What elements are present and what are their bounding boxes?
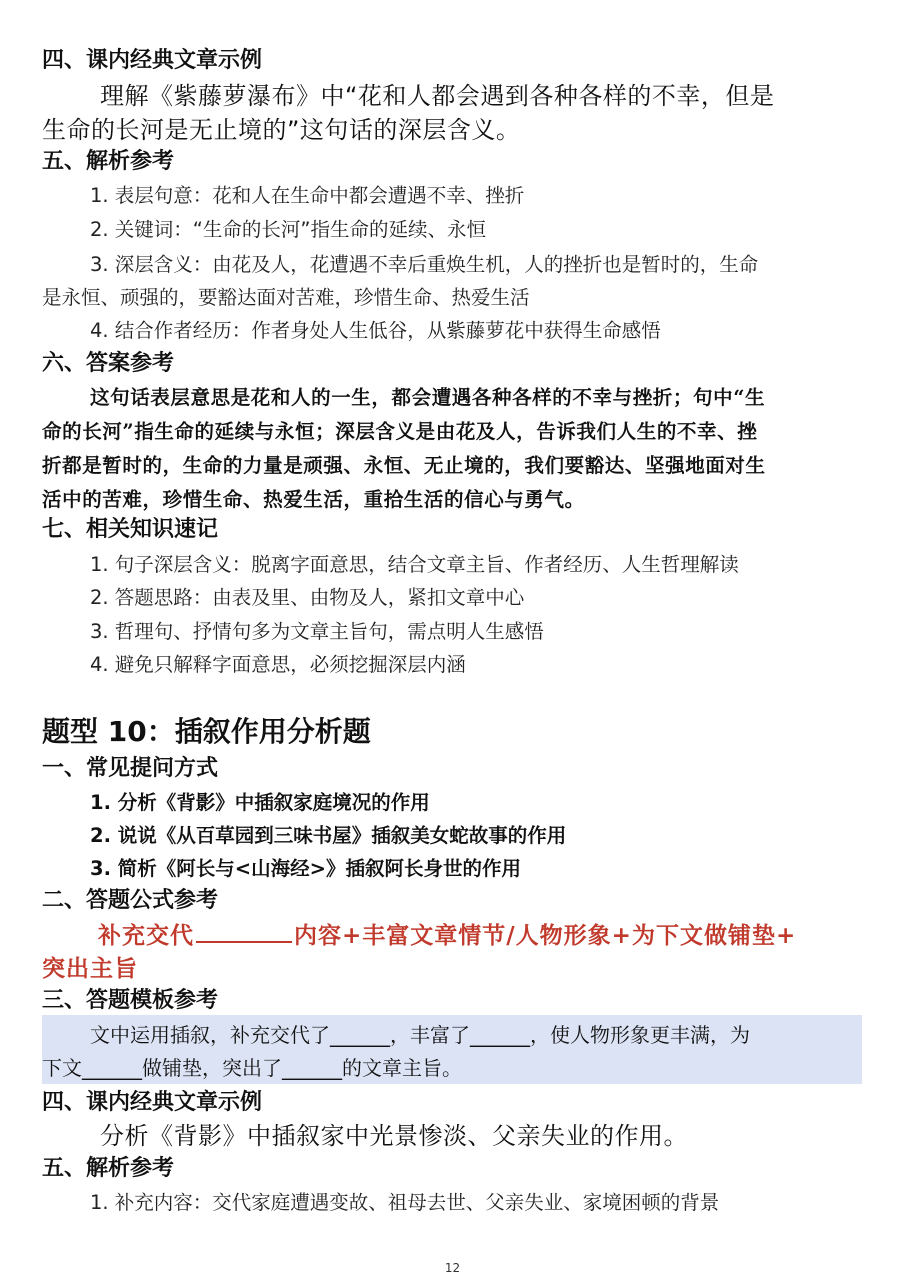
q10-example-question: 分析《背影》中插叙家中光景惨淡、父亲失业的作用。 <box>100 1122 688 1150</box>
question-item: 2. 说说《从百草园到三味书屋》插叙美女蛇故事的作用 <box>90 824 567 847</box>
q10-section-4-heading: 四、课内经典文章示例 <box>42 1090 263 1115</box>
knowledge-item: 2. 答题思路：由表及里、由物及人，紧扣文章中心 <box>90 586 525 609</box>
q10-analysis-item: 1. 补充内容：交代家庭遭遇变故、祖母去世、父亲失业、家境困顿的背景 <box>90 1191 720 1214</box>
analysis-item: 4. 结合作者经历：作者身处人生低谷，从紫藤萝花中获得生命感悟 <box>90 319 661 342</box>
formula-blank <box>196 921 292 943</box>
question-item: 1. 分析《背影》中插叙家庭境况的作用 <box>90 791 430 814</box>
q10-section-3-heading: 三、答题模板参考 <box>42 988 219 1013</box>
formula-part-b: 内容+丰富文章情节/人物形象+为下文做铺垫+ <box>294 922 797 949</box>
template-line-1: 文中运用插叙，补充交代了______，丰富了______，使人物形象更丰满，为 <box>90 1023 750 1047</box>
answer-line: 命的长河”指生命的延续与永恒；深层含义是由花及人，告诉我们人生的不幸、挫 <box>42 420 758 443</box>
q10-section-1-heading: 一、常见提问方式 <box>42 756 219 781</box>
question-line-2: 生命的长河是无止境的”这句话的深层含义。 <box>42 116 521 144</box>
answer-formula-line-1 <box>98 920 796 952</box>
analysis-item-continued: 是永恒、顽强的，要豁达面对苦难，珍惜生命、热爱生活 <box>42 286 530 309</box>
answer-line: 活中的苦难，珍惜生命、热爱生活，重拾生活的信心与勇气。 <box>42 488 585 511</box>
knowledge-item: 3. 哲理句、抒情句多为文章主旨句，需点明人生感悟 <box>90 620 544 643</box>
section-5-heading: 五、解析参考 <box>42 149 175 174</box>
question-type-10-title: 题型 10：插叙作用分析题 <box>42 715 371 748</box>
answer-line: 折都是暂时的，生命的力量是顽强、永恒、无止境的，我们要豁达、坚强地面对生 <box>42 454 766 477</box>
knowledge-item: 1. 句子深层含义：脱离字面意思，结合文章主旨、作者经历、人生哲理解读 <box>90 553 739 576</box>
analysis-item: 1. 表层句意：花和人在生命中都会遭遇不幸、挫折 <box>90 184 525 207</box>
answer-formula-line-2: 突出主旨 <box>42 955 138 982</box>
formula-part-a: 补充交代 <box>98 922 194 949</box>
q10-section-2-heading: 二、答题公式参考 <box>42 888 219 913</box>
section-4-heading: 四、课内经典文章示例 <box>42 48 263 73</box>
analysis-item: 3. 深层含义：由花及人，花遭遇不幸后重焕生机，人的挫折也是暂时的，生命 <box>90 253 759 276</box>
analysis-item: 2. 关键词：“生命的长河”指生命的延续、永恒 <box>90 218 487 241</box>
section-6-heading: 六、答案参考 <box>42 351 175 376</box>
q10-section-5-heading: 五、解析参考 <box>42 1156 175 1181</box>
answer-line: 这句话表层意思是花和人的一生，都会遭遇各种各样的不幸与挫折；句中“生 <box>90 386 766 409</box>
section-7-heading: 七、相关知识速记 <box>42 517 219 542</box>
question-item: 3. 简析《阿长与<山海经>》插叙阿长身世的作用 <box>90 857 521 880</box>
template-line-2: 下文______做铺垫，突出了______的文章主旨。 <box>42 1056 462 1080</box>
knowledge-item: 4. 避免只解释字面意思，必须挖掘深层内涵 <box>90 653 466 676</box>
question-line-1: 理解《紫藤萝瀑布》中“花和人都会遇到各种各样的不幸，但是 <box>100 82 775 110</box>
page-number: 12 <box>444 1261 461 1275</box>
